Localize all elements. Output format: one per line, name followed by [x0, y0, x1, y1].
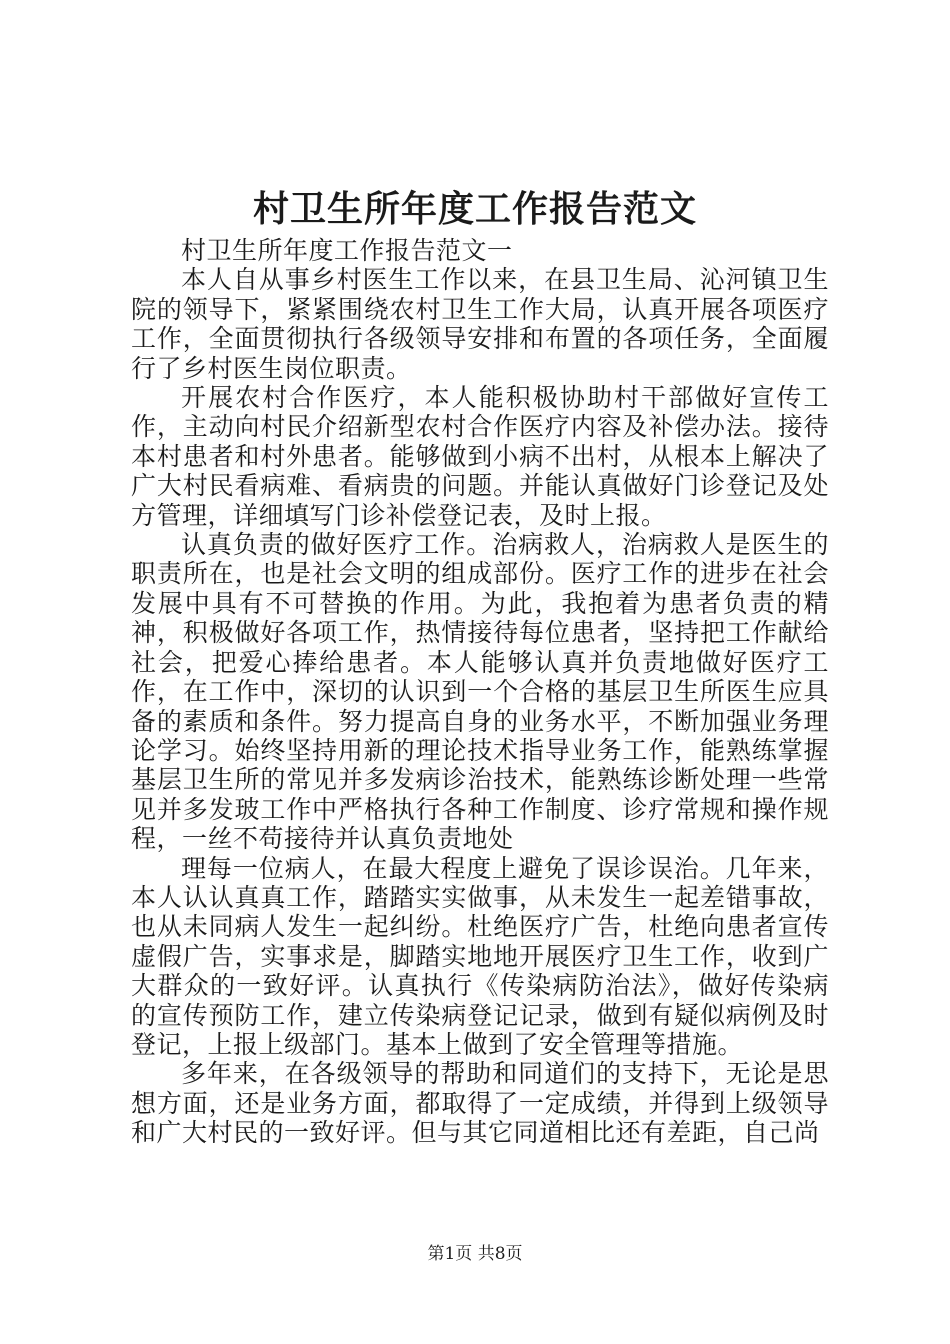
body-paragraph: 理每一位病人，在最大程度上避免了误诊误治。几年来，本人认认真真工作，踏踏实实做事，从未发生一起差错事故，也从未同病人发生一起纠纷。杜绝医疗广告，杜绝向患者宣传虚假广告，实事求是，脚踏实地地开展医疗卫生工作，收到广大群众的一致好评。认真执行《传染病防治法》，做好传染病的宣传预防工作，建立传染病登记记录，做到有疑似病例及时登记，上报上级部门。基本上做到了安全管理等措施。: [131, 853, 829, 1059]
body-paragraph: 本人自从事乡村医生工作以来，在县卫生局、沁河镇卫生院的领导下，紧紧围绕农村卫生工作大局，认真开展各项医疗工作，全面贯彻执行各级领导安排和布置的各项任务，全面履行了乡村医生岗位职责。: [131, 265, 829, 383]
page-number-footer: 第1页 共8页: [427, 1244, 523, 1264]
body-paragraph: 认真负责的做好医疗工作。治病救人，治病救人是医生的职责所在，也是社会文明的组成部份。医疗工作的进步在社会发展中具有不可替换的作用。为此，我抱着为患者负责的精神，积极做好各项工作，热情接待每位患者，坚持把工作献给社会，把爱心捧给患者。本人能够认真并负责地做好医疗工作，在工作中，深切的认识到一个合格的基层卫生所医生应具备的素质和条件。努力提高自身的业务水平，不断加强业务理论学习。始终坚持用新的理论技术指导业务工作，能熟练掌握基层卫生所的常见并多发病诊治技术，能熟练诊断处理一些常见并多发玻工作中严格执行各种工作制度、诊疗常规和操作规程，一丝不苟接待并认真负责地处: [131, 530, 829, 854]
document-body: [131, 236, 829, 1148]
body-paragraph: 多年来，在各级领导的帮助和同道们的支持下，无论是思想方面，还是业务方面，都取得了一定成绩，并得到上级领导和广大村民的一致好评。但与其它同道相比还有差距，自己尚: [131, 1059, 829, 1148]
body-paragraph: 开展农村合作医疗，本人能积极协助村干部做好宣传工作，主动向村民介绍新型农村合作医疗内容及补偿办法。接待本村患者和村外患者。能够做到小病不出村，从根本上解决了广大村民看病难、看病贵的问题。并能认真做好门诊登记及处方管理，详细填写门诊补偿登记表，及时上报。: [131, 383, 829, 530]
document-title: 村卫生所年度工作报告范文: [252, 188, 697, 230]
subtitle-paragraph: 村卫生所年度工作报告范文一: [181, 236, 513, 265]
